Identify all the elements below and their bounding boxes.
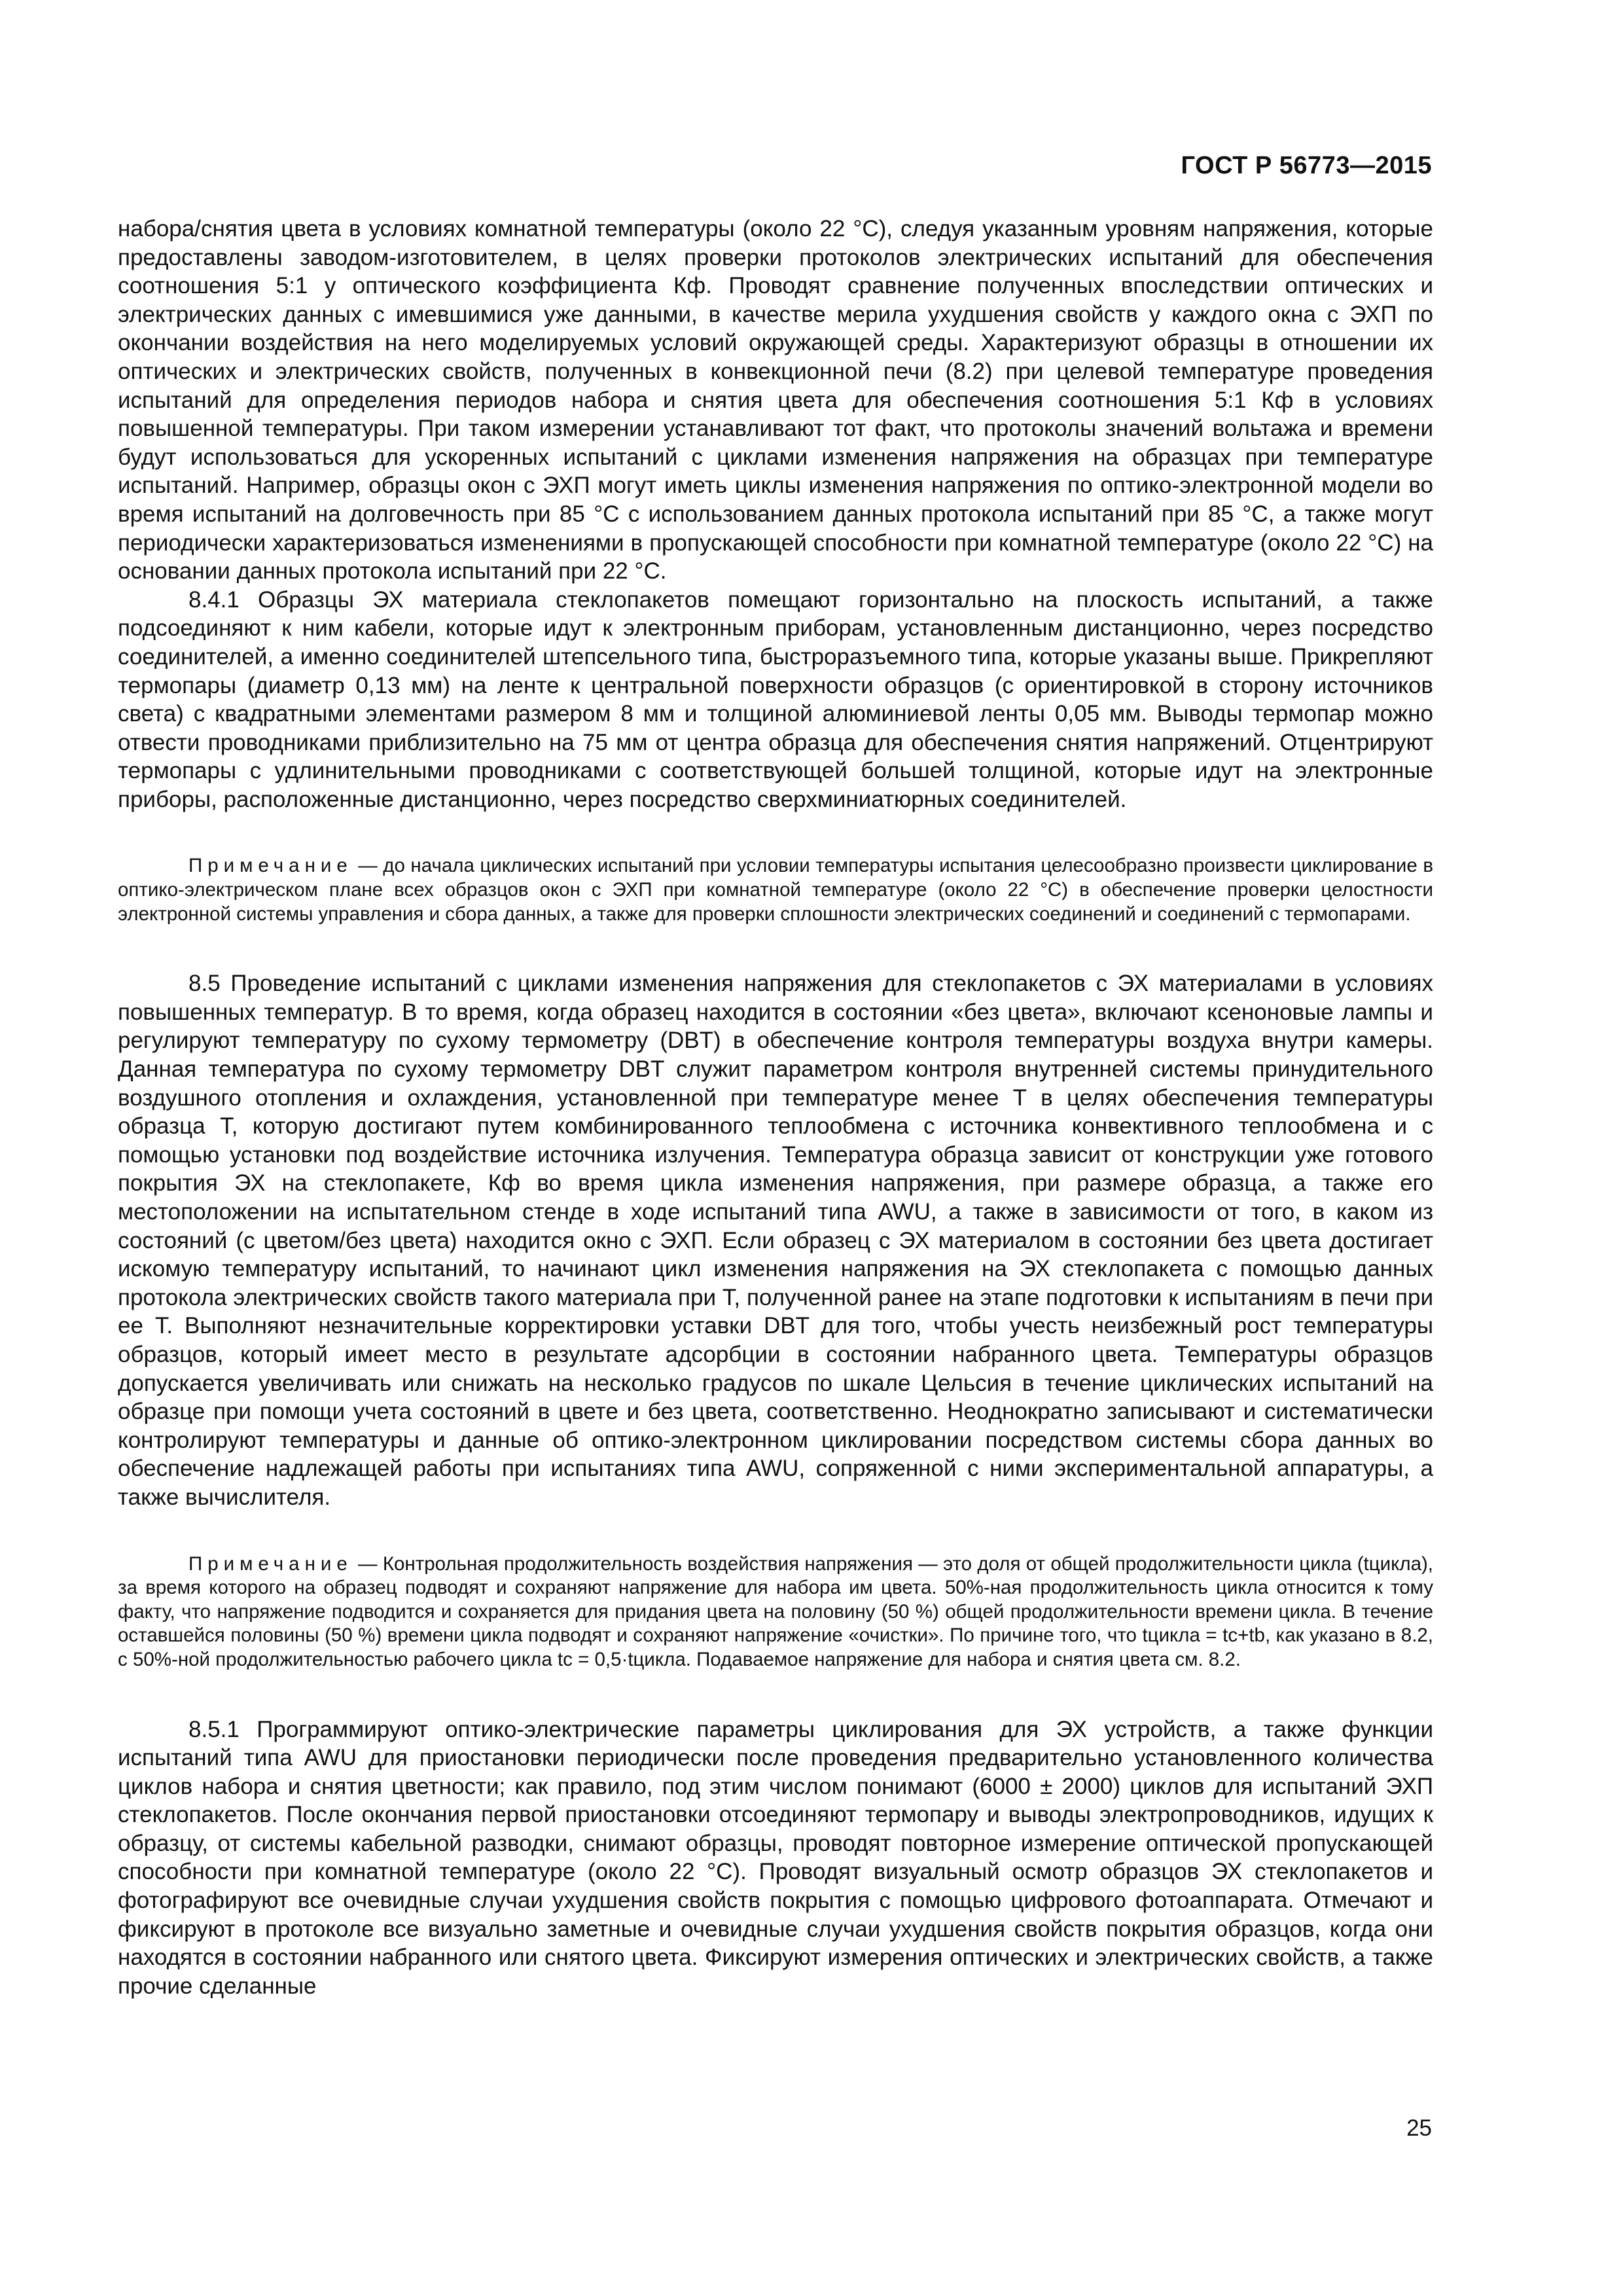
note-1 (118, 854, 1433, 926)
spacer (118, 926, 1433, 969)
note-2-text: — Контрольная продолжительность воздействия напряжения — это доля от общей продолжительности цикла (tцикла), за время которого на образец подводят и сохраняют напряжение для набора им цвета. 50%-ная продолжительность цикла относится к тому факту, что напряжение подводится и сохраняется для придания цвета на половину (50 %) общей продолжительности времени цикла. В течение оставшейся половины (50 %) времени цикла подводят и сохраняют напряжение «очистки». По причине того, что tцикла = tc+tb, как указано в 8.2, с 50%-ной продолжительностью рабочего цикла tc = 0,5·tцикла. Подаваемое напряжение для набора и снятия цвета см. 8.2. (118, 1552, 1433, 1670)
paragraph-8-5: 8.5 Проведение испытаний с циклами изменения напряжения для стеклопакетов с ЭХ материалами в условиях повышенных температур. В то время, когда образец находится в состоянии «без цвета», включают ксеноновые лампы и регулируют температуру по сухому термометру (DBT) в обеспечение контроля температуры воздуха внутри камеры. Данная температура по сухому термометру DBT служит параметром контроля внутренней системы принудительного воздушного отопления и охлаждения, установленной при температуре менее Т в целях обеспечения температуры образца Т, которую достигают путем комбинированного теплообмена с источника конвективного теплообмена и с помощью установки под воздействие источника излучения. Температура образца зависит от конструкции уже готового покрытия ЭХ на стеклопакете, Кф во время цикла изменения напряжения, при размере образца, а также его местоположении на испытательном стенде в ходе испытаний типа AWU, а также в зависимости от того, в каком из состояний (с цветом/без цвета) находится окно с ЭХП. Если образец с ЭХ материалом в состоянии без цвета достигает искомую температуру испытаний, то начинают цикл изменения напряжения на ЭХ стеклопакета с помощью данных протокола электрических свойств такого материала при Т, полученной ранее на этапе подготовки к испытаниям в печи при ее Т. Выполняют незначительные корректировки уставки DBT для того, чтобы учесть неизбежный рост температуры образцов, который имеет место в результате адсорбции в состоянии набранного цвета. Температуры образцов допускается увеличивать или снижать на несколько градусов по шкале Цельсия в течение циклических испытаний на образце при помощи учета состояний в цвете и без цвета, соответственно. Неоднократно записывают и систематически контролируют температуры и данные об оптико-электронном циклировании посредством системы сбора данных во обеспечение надлежащей работы при испытаниях типа AWU, сопряженной с ними экспериментальной аппаратуры, а также вычислителя. (118, 971, 1433, 1510)
note-1-text: — до начала циклических испытаний при условии температуры испытания целесообразно произвести циклирование в оптико-электрическом плане всех образцов окон с ЭХП при комнатной температуре (около 22 °С) в обеспечение проверки целостности электронной системы управления и сбора данных, а также для проверки сплошности электрических соединений и соединений с термопарами. (118, 855, 1433, 925)
page-number: 25 (1406, 2115, 1432, 2141)
note-1-label: Примечание (188, 855, 353, 877)
spacer (118, 814, 1433, 854)
paragraph-8-5-1: 8.5.1 Программируют оптико-электрические параметры циклирования для ЭХ устройств, а также функции испытаний типа AWU для приостановки периодически после проведения предварительно установленного количества циклов набора и снятия цветности; как правило, под этим числом понимают (6000 ± 2000) циклов для испытаний ЭХП стеклопакетов. После окончания первой приостановки отсоединяют термопару и выводы электропроводников, идущих к образцу, от системы кабельной разводки, снимают образцы, проводят повторное измерение оптической пропускающей способности при комнатной температуре (около 22 °С). Проводят визуальный осмотр образцов ЭХ стеклопакетов и фотографируют все очевидные случаи ухудшения свойств покрытия с помощью цифрового фотоаппарата. Отмечают и фиксируют в протоколе все визуально заметные и очевидные случаи ухудшения свойств покрытия образцов, когда они находятся в состоянии набранного или снятого цвета. Фиксируют измерения оптических и электрических свойств, а также прочие сделанные (118, 1716, 1433, 1999)
paragraph-continuation: набора/снятия цвета в условиях комнатной температуры (около 22 °С), следуя указанным уровням напряжения, которые предоставлены заводом-изготовителем, в целях проверки протоколов электрических испытаний для обеспечения соотношения 5:1 у оптического коэффициента Кф. Проводят сравнение полученных впоследствии оптических и электрических данных с имевшимися уже данными, в качестве мерила ухудшения свойств у каждого окна с ЭХП по окончании воздействия на него моделируемых условий окружающей среды. Характеризуют образцы в отношении их оптических и электрических свойств, полученных в конвекционной печи (8.2) при целевой температуре проведения испытаний для определения периодов набора и снятия цвета для обеспечения соотношения 5:1 Кф в условиях повышенной температуры. При таком измерении устанавливают тот факт, что протоколы значений вольтажа и времени будут использоваться для ускоренных испытаний с циклами изменения напряжения на образцах при температуре испытаний. Например, образцы окон с ЭХП могут иметь циклы изменения напряжения по оптико-электронной модели во время испытаний на долговечность при 85 °С с использованием данных протокола испытаний при 85 °С, а также могут периодически характеризоваться изменениями в пропускающей способности при комнатной температуре (около 22 °С) на основании данных протокола испытаний при 22 °С. (118, 216, 1433, 584)
note-2 (118, 1552, 1433, 1672)
paragraph-8-4-1: 8.4.1 Образцы ЭХ материала стеклопакетов помещают горизонтально на плоскость испытаний, а также подсоединяют к ним кабели, которые идут к электронным приборам, установленным дистанционно, через посредство соединителей, а именно соединителей штепсельного типа, быстроразъемного типа, которые указаны выше. Прикрепляют термопары (диаметр 0,13 мм) на ленте к центральной поверхности образцов (с ориентировкой в сторону источников света) с квадратными элементами размером 8 мм и толщиной алюминиевой ленты 0,05 мм. Выводы термопар можно отвести проводниками приблизительно на 75 мм от центра образца для обеспечения снятия напряжений. Отцентрируют термопары с удлинительными проводниками с соответствующей большей толщиной, которые идут на электронные приборы, расположенные дистанционно, через посредство сверхминиатюрных соединителей. (118, 586, 1433, 812)
note-2-label: Примечание (188, 1552, 353, 1575)
body-text (118, 215, 1433, 2000)
spacer (118, 1672, 1433, 1715)
standard-header: ГОСТ Р 56773—2015 (1181, 152, 1432, 179)
spacer (118, 1512, 1433, 1552)
